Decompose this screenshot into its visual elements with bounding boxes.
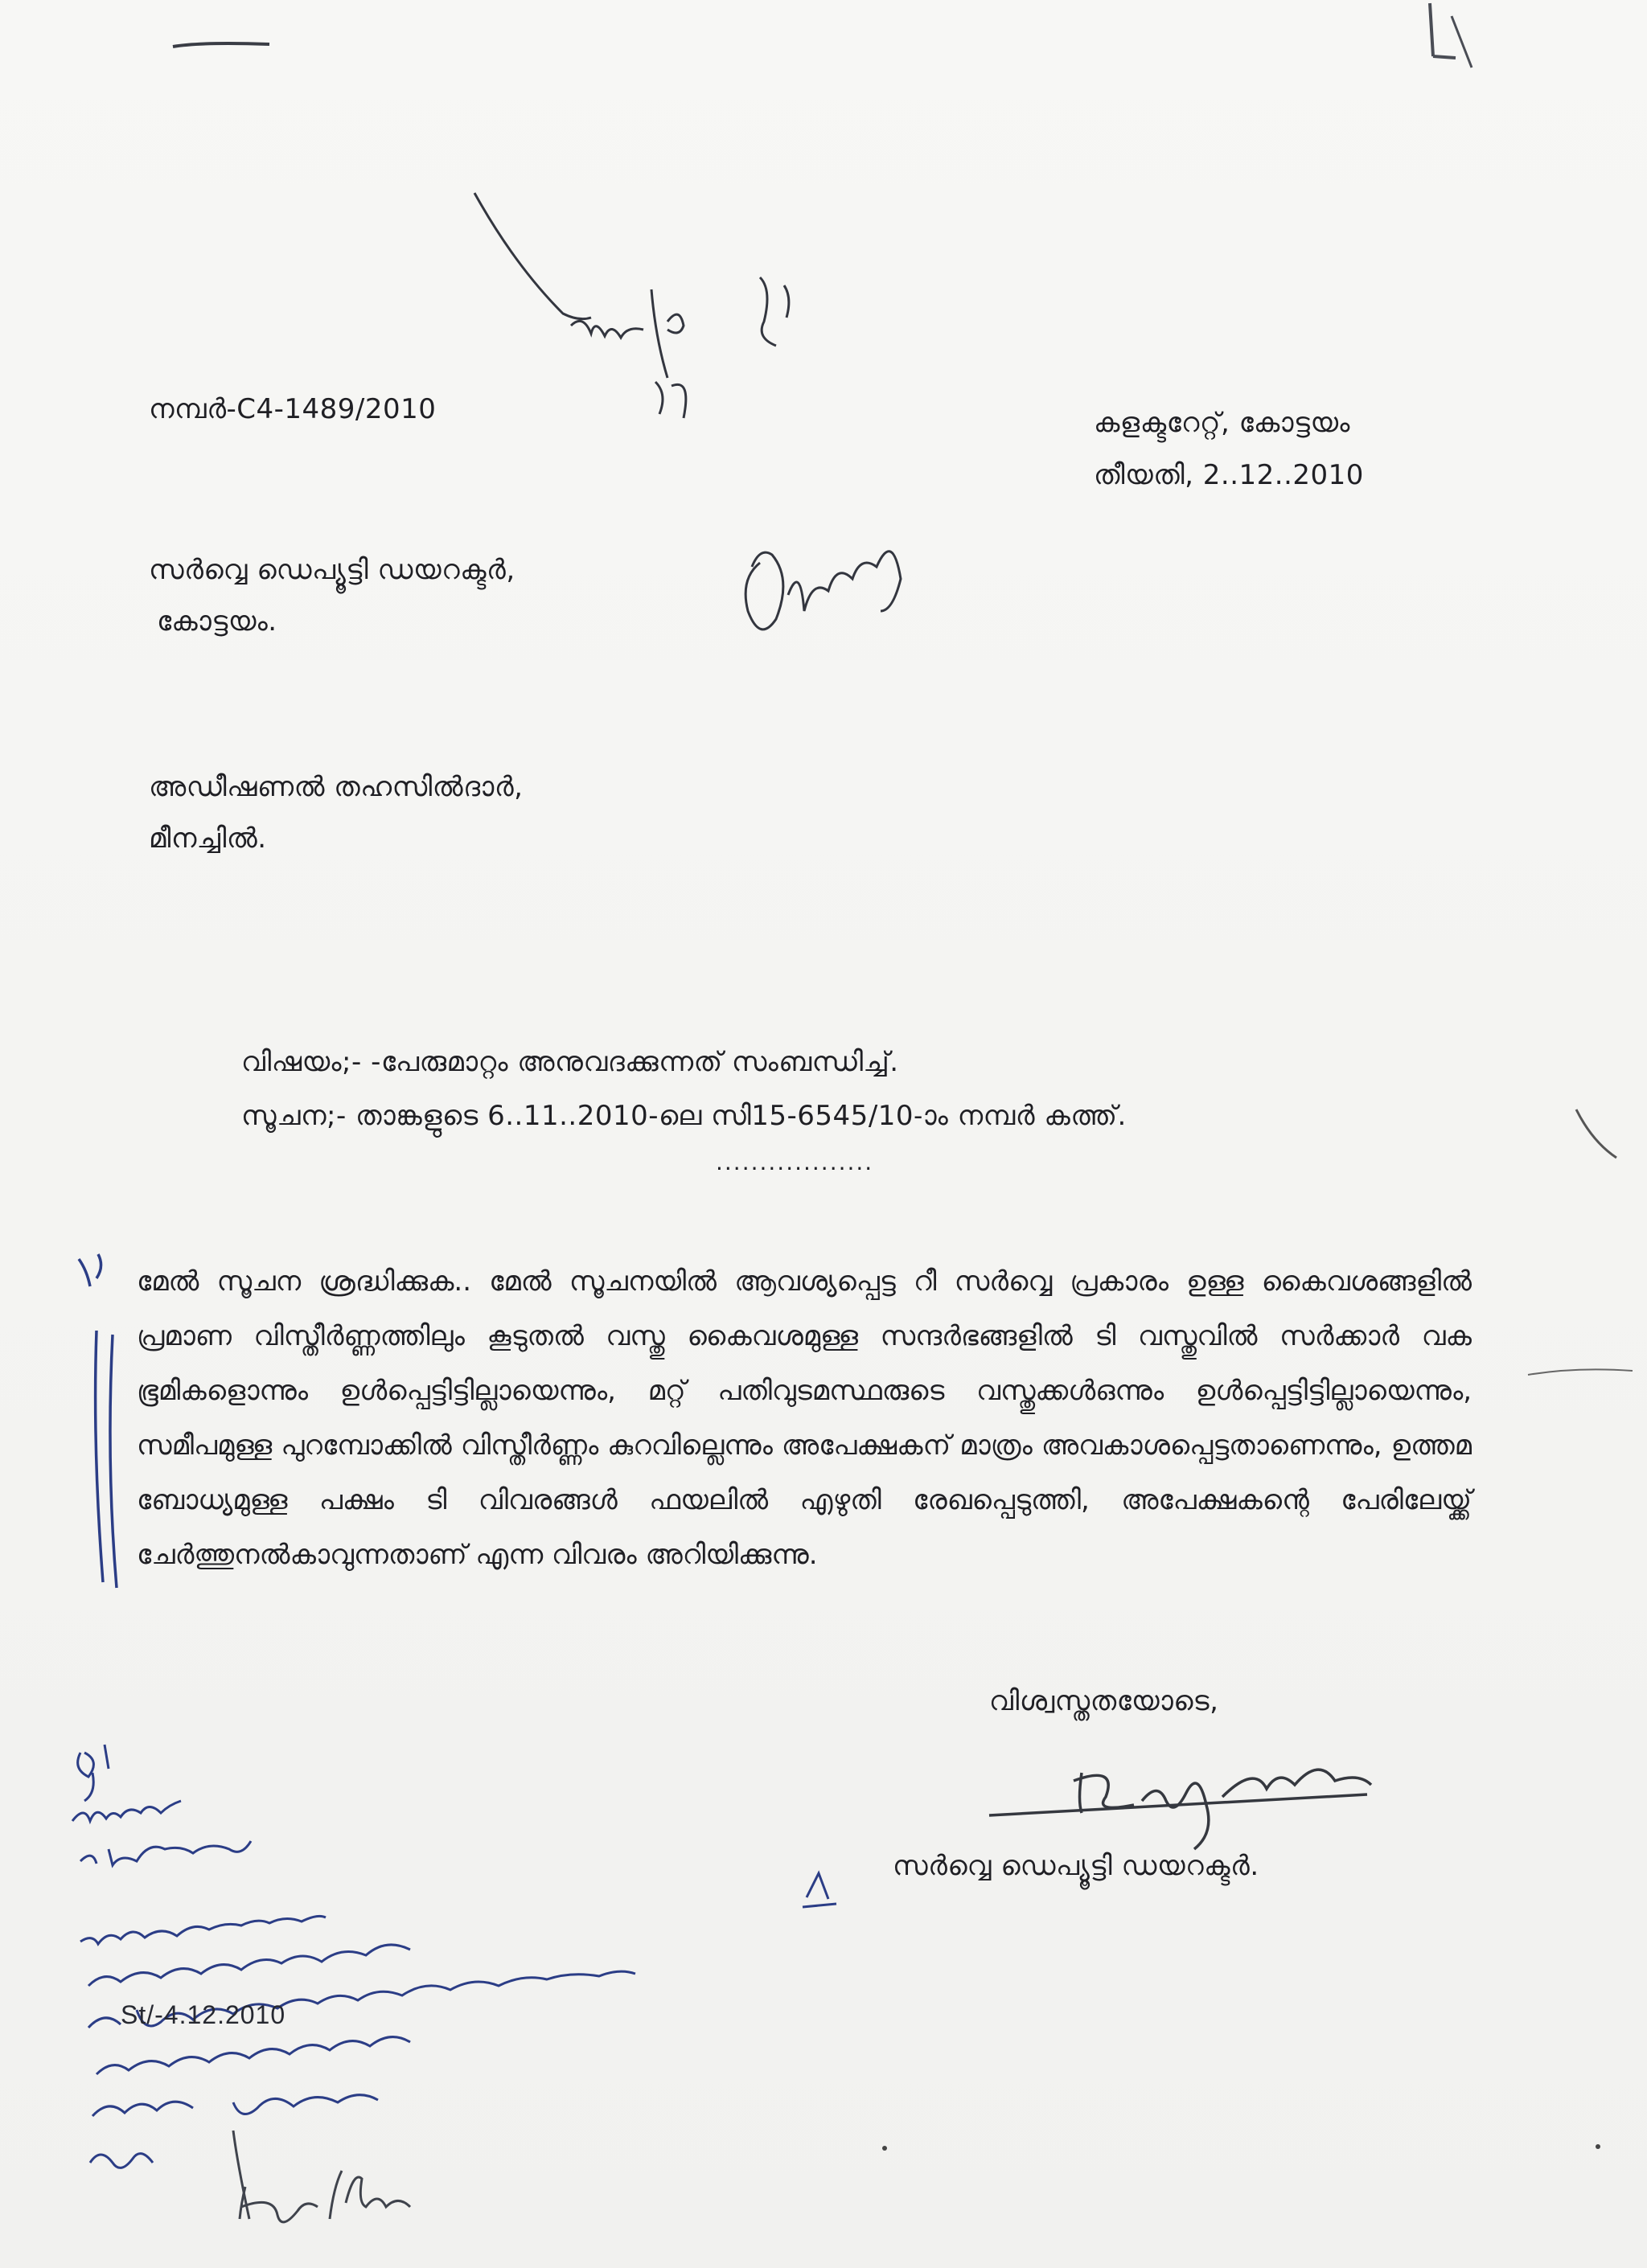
right-edge-line — [1528, 1369, 1633, 1375]
signature — [989, 1770, 1371, 1849]
small-initial — [803, 1873, 836, 1907]
divider-dots: .................. — [716, 1149, 874, 1175]
handwritten-note — [72, 1745, 635, 2168]
office-place: കളക്ടറേറ്റ്, കോട്ടയം — [1094, 407, 1350, 439]
pencil-initials — [233, 2131, 410, 2222]
closing-salutation: വിശ്വസ്തതയോടെ, — [989, 1685, 1219, 1717]
recipient-place: മീനച്ചിൽ. — [149, 822, 267, 855]
recipient-designation: അഡീഷണൽ തഹസിൽദാർ, — [149, 771, 524, 803]
corner-staple-mark — [1430, 3, 1456, 58]
reference-line: സൂചന;- താങ്കളുടെ 6..11..2010-ലെ സി15-6545/10-ാം നമ്പർ കത്ത്. — [241, 1100, 1127, 1132]
dot-mark — [882, 2146, 887, 2151]
letter-body: മേൽ സൂചന ശ്രദ്ധിക്കുക.. മേൽ സൂചനയിൽ ആവശ്യപ്പെട്ട റീ സർവ്വെ പ്രകാരം ഉള്ള കൈവശങ്ങളിൽ പ്രമാണ വിസ്തീർണ്ണത്തിലും കൂടുതൽ വസ്തു കൈവശമുള്ള സന്ദർഭങ്ങളിൽ ടി വസ്തുവിൽ സർക്കാർ വക ഭൂമികളൊന്നും ഉൾപ്പെട്ടിട്ടില്ലായെന്നും, മറ്റ് പതിവുടമസ്ഥരുടെ വസ്തുക്കൾഒന്നും ഉൾപ്പെട്ടിട്ടില്ലായെന്നും, സമീപമുള്ള പുറമ്പോക്കിൽ വിസ്തീർണ്ണം കുറവില്ലെന്നും അപേക്ഷകന് മാത്രം അവകാശപ്പെട്ടതാണെന്നും, ഉത്തമ ബോധ്യമുള്ള പക്ഷം ടി വിവരങ്ങൾ ഫയലിൽ എഴുതി രേഖപ്പെടുത്തി, അപേക്ഷകന്റെ പേരിലേയ്ക്ക് ചേർത്തുനൽകാവുന്നതാണ് എന്ന വിവരം അറിയിക്കുന്നു. — [137, 1265, 1472, 1571]
reference-number: നമ്പർ-C4-1489/2010 — [149, 393, 437, 425]
initials-top — [474, 193, 789, 418]
letter-date: തീയതി, 2..12..2010 — [1094, 459, 1364, 491]
corner-staple-mark-2 — [1452, 16, 1472, 68]
initials-addressee — [745, 552, 901, 630]
subject-line: വിഷയം;- -പേരുമാറ്റം അനുവദക്കുന്നത് സംബന്ധിച്ച്. — [241, 1046, 899, 1078]
sender-place: കോട്ടയം. — [157, 605, 277, 638]
stamp-number: St/-4.12.2010 — [121, 2000, 286, 2029]
sender-designation: സർവ്വെ ഡെപ്യൂട്ടി ഡയറക്ടർ, — [149, 554, 515, 586]
right-edge-mark — [1576, 1109, 1616, 1158]
signatory-title: സർവ്വെ ഡെപ്യൂട്ടി ഡയറക്ടർ. — [893, 1850, 1259, 1882]
dot-mark — [1596, 2144, 1600, 2149]
top-ink-mark — [173, 43, 269, 47]
margin-bracket — [79, 1254, 117, 1588]
